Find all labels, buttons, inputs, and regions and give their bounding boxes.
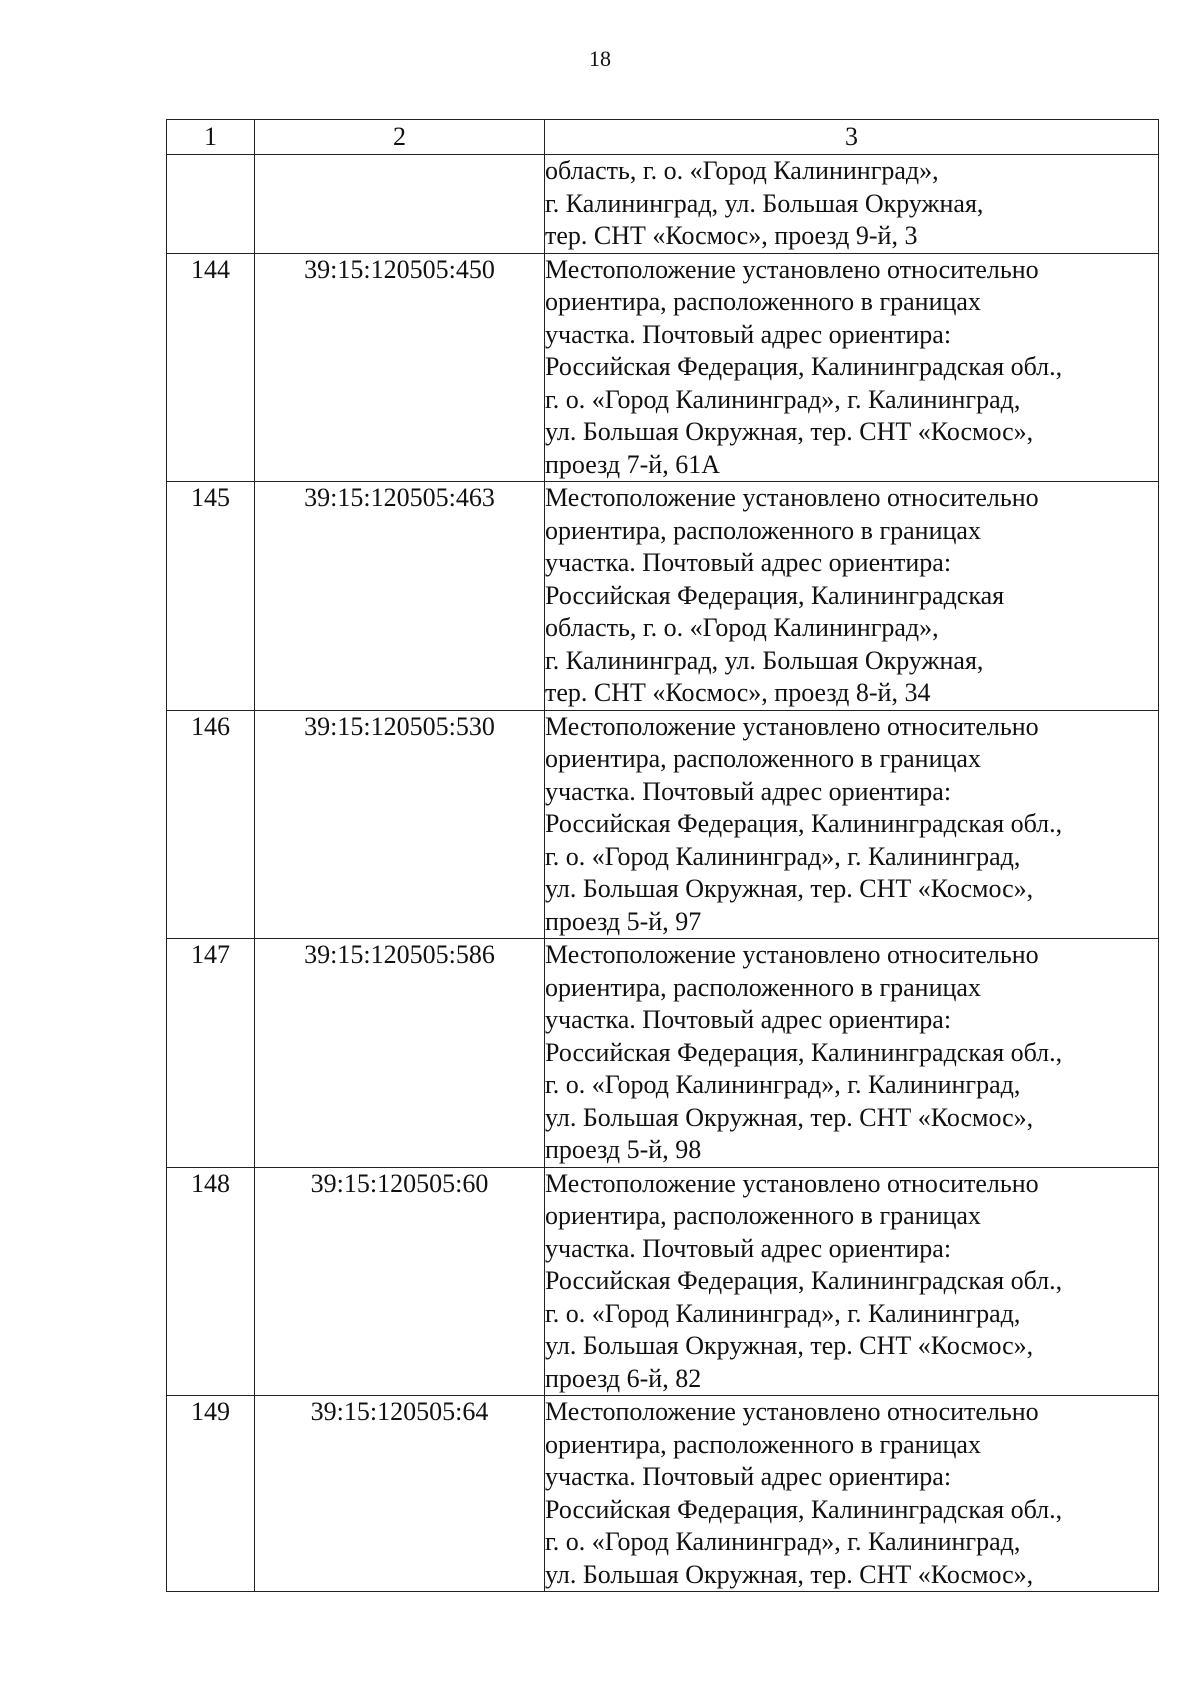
- address-cell: [545, 482, 1159, 711]
- address-line: г. Калининград, ул. Большая Окружная,: [545, 645, 984, 675]
- table-row: [167, 939, 1159, 1168]
- address-line: участка. Почтовый адрес ориентира:: [545, 1233, 952, 1263]
- address-line: проезд 5-й, 97: [545, 906, 702, 936]
- row-number-cell: 147: [167, 939, 255, 1168]
- row-number-cell: 149: [167, 1396, 255, 1592]
- address-line: участка. Почтовый адрес ориентира:: [545, 776, 952, 806]
- address-line: проезд 7-й, 61А: [545, 449, 720, 479]
- address-line: г. о. «Город Калининград», г. Калининград,: [545, 1298, 1021, 1328]
- table-row: [167, 710, 1159, 939]
- header-col-1: 1: [167, 120, 255, 155]
- address-cell: [545, 710, 1159, 939]
- address-line: Российская Федерация, Калининградская обл.,: [545, 1494, 1063, 1524]
- cadastral-number-cell: [255, 155, 545, 254]
- row-number-cell: 148: [167, 1167, 255, 1396]
- address-line: Местоположение установлено относительно: [545, 711, 1039, 741]
- row-number-cell: [167, 155, 255, 254]
- address-line: г. о. «Город Калининград», г. Калининград,: [545, 384, 1021, 414]
- header-row: [167, 120, 1159, 155]
- address-line: тер. СНТ «Космос», проезд 8-й, 34: [545, 678, 931, 707]
- page-number: 18: [589, 46, 611, 71]
- table-row: [167, 253, 1159, 482]
- address-cell: [545, 253, 1159, 482]
- address-line: участка. Почтовый адрес ориентира:: [545, 548, 952, 577]
- address-line: ориентира, расположенного в границах: [545, 1201, 981, 1230]
- address-line: г. о. «Город Калининград», г. Калининград,: [545, 841, 1021, 871]
- address-line: Российская Федерация, Калининградская обл.,: [545, 352, 1063, 381]
- address-line: ул. Большая Окружная, тер. СНТ «Космос»,: [545, 874, 1034, 903]
- address-line: тер. СНТ «Космос», проезд 9-й, 3: [545, 221, 918, 250]
- continuation-row: [167, 155, 1159, 254]
- address-line: область, г. о. «Город Калининград»,: [545, 613, 939, 642]
- address-line: ул. Большая Окружная, тер. СНТ «Космос»,: [545, 1331, 1034, 1360]
- address-line: г. Калининград, ул. Большая Окружная,: [545, 188, 984, 218]
- address-line: ориентира, расположенного в границах: [545, 744, 981, 773]
- address-line: проезд 6-й, 82: [545, 1363, 702, 1393]
- address-line: участка. Почтовый адрес ориентира:: [545, 1005, 952, 1034]
- address-line: Российская Федерация, Калининградская обл.,: [545, 1266, 1063, 1295]
- address-line: Местоположение установлено относительно: [545, 1168, 1039, 1198]
- address-line: проезд 5-й, 98: [545, 1135, 702, 1164]
- cadastral-number-cell: 39:15:120505:586: [255, 939, 545, 1168]
- row-number-cell: 145: [167, 482, 255, 711]
- address-line: ориентира, расположенного в границах: [545, 972, 981, 1002]
- table-row: [167, 482, 1159, 711]
- cadastral-number-cell: 39:15:120505:530: [255, 710, 545, 939]
- address-line: Местоположение установлено относительно: [545, 483, 1039, 512]
- address-cell: [545, 1396, 1159, 1592]
- address-line: Местоположение установлено относительно: [545, 254, 1039, 284]
- parcels-table: [166, 119, 1159, 1592]
- cadastral-number-cell: 39:15:120505:60: [255, 1167, 545, 1396]
- address-line: участка. Почтовый адрес ориентира:: [545, 1462, 952, 1491]
- address-cell: [545, 155, 1159, 254]
- address-line: ориентира, расположенного в границах: [545, 1429, 981, 1459]
- address-line: г. о. «Город Калининград», г. Калининград,: [545, 1527, 1021, 1556]
- address-line: ул. Большая Окружная, тер. СНТ «Космос»,: [545, 1559, 1034, 1589]
- header-col-3: 3: [545, 120, 1159, 155]
- address-cell: [545, 1167, 1159, 1396]
- address-line: Российская Федерация, Калининградская: [545, 580, 1005, 610]
- address-line: Российская Федерация, Калининградская обл.,: [545, 809, 1063, 838]
- address-line: Местоположение установлено относительно: [545, 940, 1039, 969]
- address-line: г. о. «Город Калининград», г. Калининград,: [545, 1070, 1021, 1099]
- header-col-2: 2: [255, 120, 545, 155]
- table-header: [167, 120, 1159, 155]
- address-line: ориентира, расположенного в границах: [545, 515, 981, 545]
- row-number-cell: 144: [167, 253, 255, 482]
- address-line: ул. Большая Окружная, тер. СНТ «Космос»,: [545, 1102, 1034, 1132]
- cadastral-number-cell: 39:15:120505:463: [255, 482, 545, 711]
- table-body: [167, 155, 1159, 1592]
- address-line: ориентира, расположенного в границах: [545, 287, 981, 316]
- address-line: участка. Почтовый адрес ориентира:: [545, 319, 952, 349]
- address-line: Местоположение установлено относительно: [545, 1397, 1039, 1426]
- cadastral-number-cell: 39:15:120505:64: [255, 1396, 545, 1592]
- address-cell: [545, 939, 1159, 1168]
- address-line: область, г. о. «Город Калининград»,: [545, 156, 939, 185]
- cadastral-number-cell: 39:15:120505:450: [255, 253, 545, 482]
- address-line: Российская Федерация, Калининградская обл.,: [545, 1037, 1063, 1067]
- table-row: [167, 1167, 1159, 1396]
- address-line: ул. Большая Окружная, тер. СНТ «Космос»,: [545, 417, 1034, 446]
- row-number-cell: 146: [167, 710, 255, 939]
- table-row: [167, 1396, 1159, 1592]
